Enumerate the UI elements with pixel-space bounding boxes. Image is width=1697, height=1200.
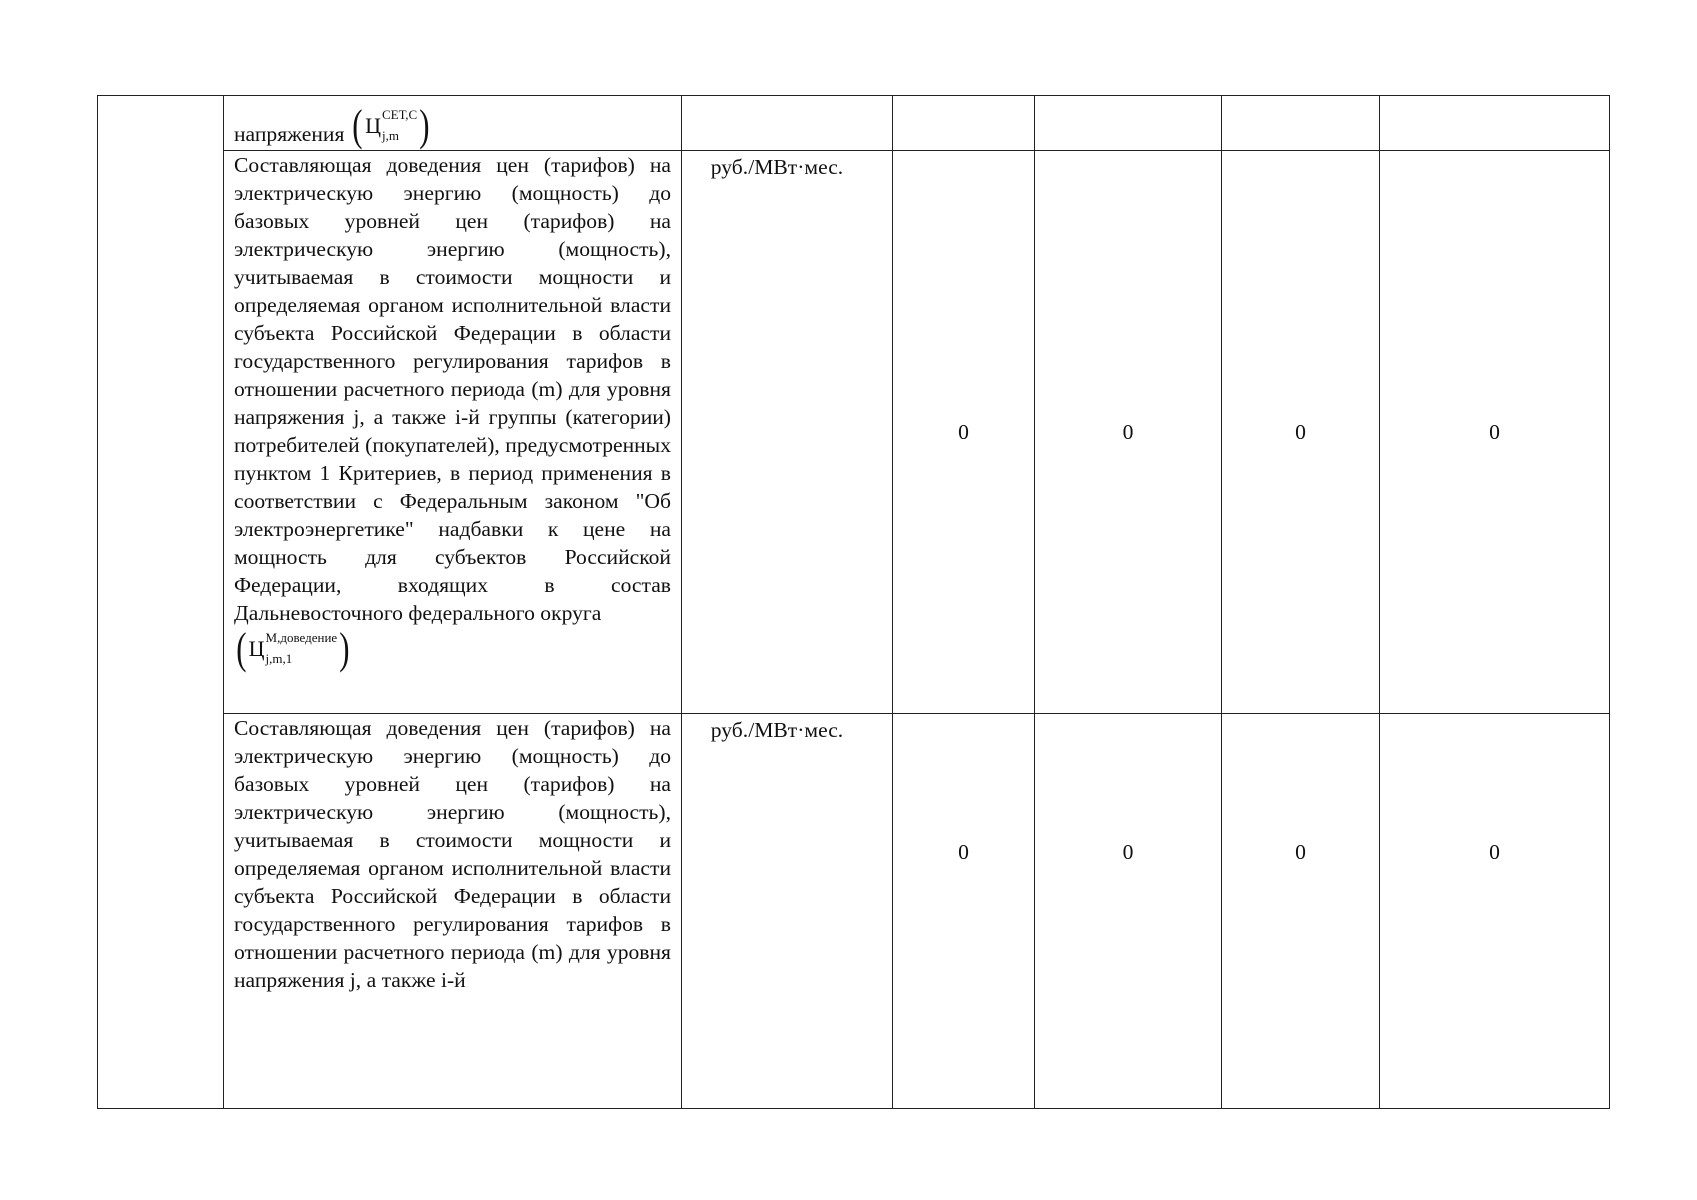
unit-cell xyxy=(682,96,893,151)
value-cell xyxy=(1222,96,1380,151)
tariff-table xyxy=(97,95,1610,1109)
formula-base: Ц xyxy=(248,636,265,661)
value-cell: 0 xyxy=(1035,714,1222,1109)
value-cell: 0 xyxy=(893,151,1035,714)
row-number-cell xyxy=(98,96,224,1109)
description-text: Составляющая доведения цен (тарифов) на электрическую энергию (мощность) до базовых уровней цен (тарифов) на электрическую энергию (мощность), учитываемая в стоимости мощности и определяемая органом исполнительной власти субъекта Российской Федерации в области государственного регулирования тарифов в отношении расчетного периода (m) для уровня напряжения j, а также i-й группы (категории) потребителей (покупателей), предусмотренных пунктом 1 Критериев, в период применения в соответствии с Федеральным законом "Об электроэнергетике" надбавки к цене на мощность для субъектов Российской Федерации, входящих в состав Дальневосточного федерального округа xyxy=(234,153,671,625)
table-row xyxy=(98,96,1610,151)
value-cell xyxy=(1035,96,1222,151)
formula-subscript: j,m xyxy=(381,128,399,143)
value-cell xyxy=(893,96,1035,151)
unit-text: руб./МВт·мес. xyxy=(710,155,844,179)
value-cell xyxy=(1380,96,1610,151)
value-cell: 0 xyxy=(1222,151,1380,714)
description-cell xyxy=(224,96,682,151)
value-cell: 0 xyxy=(893,714,1035,1109)
formula-superscript: М,доведение xyxy=(265,630,338,645)
unit-text: руб./МВт·мес. xyxy=(710,718,844,742)
formula-symbol: ( Ц СЕТ,С j,m ) xyxy=(352,101,430,150)
table-row xyxy=(98,151,1610,714)
formula-superscript: СЕТ,С xyxy=(381,107,418,122)
unit-cell xyxy=(682,714,893,1109)
description-text: Составляющая доведения цен (тарифов) на электрическую энергию (мощность) до базовых уровней цен (тарифов) на электрическую энергию (мощность), учитываемая в стоимости мощности и определяемая органом исполнительной власти субъекта Российской Федерации в области государственного регулирования тарифов в отношении расчетного периода (m) для уровня напряжения j, а также i-й xyxy=(234,716,671,992)
value-cell: 0 xyxy=(1222,714,1380,1109)
description-text: напряжения xyxy=(234,122,345,146)
value-cell: 0 xyxy=(1380,151,1610,714)
formula-subscript: j,m,1 xyxy=(265,651,293,666)
description-cell xyxy=(224,714,682,1109)
formula-base: Ц xyxy=(365,113,381,138)
formula-symbol: ( Ц М,доведение j,m,1 ) xyxy=(236,624,350,673)
table-row xyxy=(98,714,1610,1109)
value-cell: 0 xyxy=(1380,714,1610,1109)
unit-cell xyxy=(682,151,893,714)
description-cell xyxy=(224,151,682,714)
value-cell: 0 xyxy=(1035,151,1222,714)
